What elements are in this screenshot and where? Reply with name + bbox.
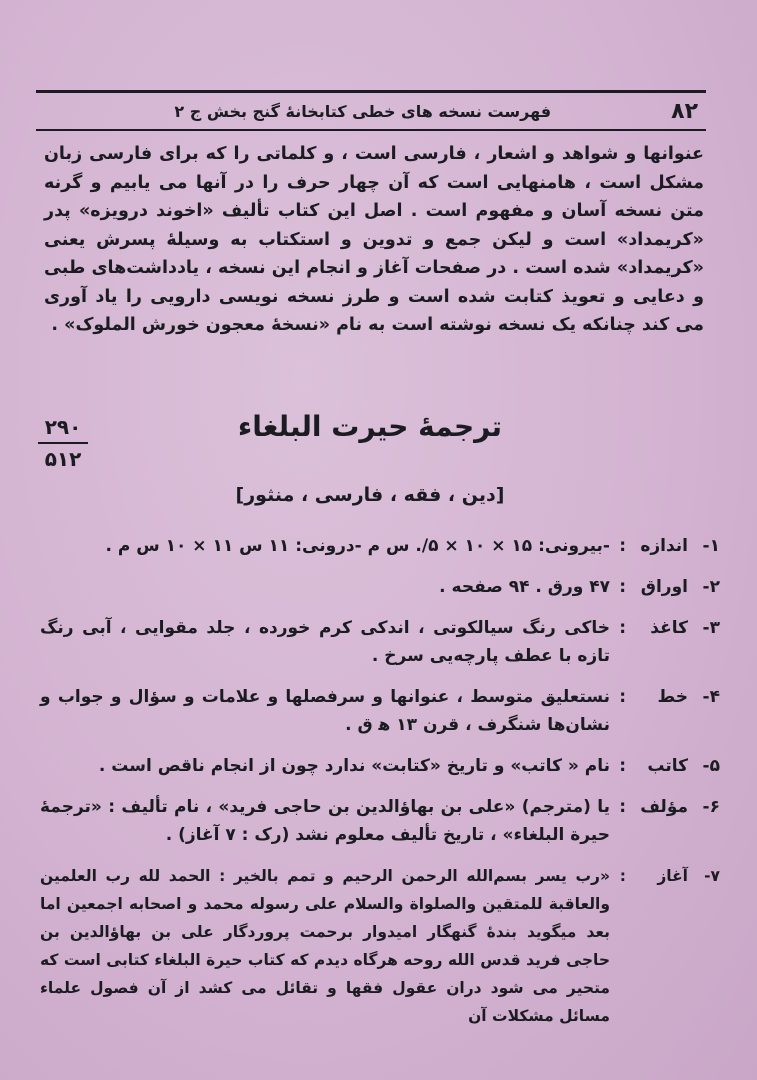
page-number: ۸۲ — [671, 98, 698, 124]
field-value: نام « کاتب» و تاریخ «کتابت» ندارد چون از انجام ناقص است . — [98, 756, 610, 776]
entry-number-top: ۲۹۰ — [38, 412, 88, 444]
field-value: -بیرونی: ۱۵ × ۱۰ × ۵/. س م -درونی: ۱۱ س ۱۱ × ۱۰ س م . — [105, 536, 610, 556]
field-label: آغاز — [657, 867, 688, 885]
page-header — [36, 90, 706, 131]
field-size — [40, 532, 720, 560]
intro-text: عنوانها و شواهد و اشعار ، فارسی است ، و کلماتی را که برای فارسی زبان مشکل است ، هامنهایی است که آن چهار حرف را در آنها می یابیم و گرنه متن نسخه آسان و مفهوم است . اصل این کتاب تألیف «اخوند درویزه» پدر «کریمداد» است و لیکن جمع و تدوین و استکتاب به وسیلهٔ پسرش یعنی «کریمداد» شده است . در صفحات آغاز و انجام این نسخه ، یادداشت‌های طبی و دعایی و تعویذ کتابت شده است و طرز نسخه نویسی دارویی را یاد آوری می کند چنانکه یک نسخه نوشته است به نام «نسخهٔ معجون خورش الملوک» . — [44, 144, 704, 335]
field-label: اوراق — [640, 577, 688, 597]
intro-paragraph — [44, 140, 704, 340]
field-opening — [40, 862, 720, 1030]
entry-number-bottom: ۵۱۲ — [44, 447, 82, 471]
field-value: «رب یسر بسم‌الله الرحمن الرحیم و تمم بالخیر : الحمد لله رب العلمین والعاقبة للمتقین والصلواة والسلام علی رسوله محمد و اصحابه اجمعین اما بعد میگوید بندهٔ گنهگار امیدوار برحمت پروردگار علی بن بهاؤالدین بن حاجی فرید قدس الله روحه هرگاه دیدم که کتاب حیرة البلغاء کتابی است که متحیر می شود دران عقول فقها و تقائل می کشد از آن فصول علماء مسائل مشکلات آن — [40, 867, 610, 1025]
field-scribe — [40, 752, 720, 780]
field-colon: : — [619, 618, 626, 638]
field-colon: : — [619, 756, 626, 776]
field-label: خط — [657, 687, 688, 707]
field-label: مؤلف — [640, 797, 688, 817]
field-colon: : — [619, 867, 626, 885]
field-label: اندازه — [640, 536, 688, 556]
field-number: ۲- — [702, 577, 720, 597]
field-value: نستعلیق متوسط ، عنوانها و سرفصلها و علامات و سؤال و جواب و نشان‌ها شنگرف ، قرن ۱۳ ه‍ ق . — [40, 687, 610, 735]
entry-subject: [دین ، فقه ، فارسی ، منثور] — [235, 484, 505, 506]
field-number: ۱- — [702, 536, 720, 556]
field-script — [40, 683, 720, 739]
field-author — [40, 793, 720, 849]
field-folios — [40, 573, 720, 601]
field-number: ۶- — [702, 797, 720, 817]
entry-number — [38, 412, 88, 474]
field-number: ۴- — [702, 687, 720, 707]
field-colon: : — [619, 536, 626, 556]
entry-fields — [40, 532, 720, 1043]
field-value: خاکی رنگ سیالکوتی ، اندکی کرم خورده ، جلد مقوایی ، آبی رنگ تازه با عطف پارچه‌یی سرخ . — [40, 618, 610, 666]
field-paper — [40, 614, 720, 670]
field-colon: : — [619, 577, 626, 597]
field-colon: : — [619, 797, 626, 817]
field-label: کاتب — [647, 756, 688, 776]
field-colon: : — [619, 687, 626, 707]
field-value: ۴۷ ورق . ۹۴ صفحه . — [439, 577, 610, 597]
running-title: فهرست نسخه های خطی کتابخانهٔ گنج بخش ج ۲ — [174, 101, 552, 121]
field-number: ۳- — [702, 618, 720, 638]
entry-title: ترجمهٔ حیرت البلغاء — [237, 410, 503, 443]
field-value: یا (مترجم) «علی بن بهاؤالدین بن حاجی فرید» ، نام تألیف : «ترجمهٔ حیرة البلغاء» ، تاریخ تألیف معلوم نشد (رک : ۷ آغاز) . — [40, 797, 610, 845]
field-number: ۷- — [704, 867, 720, 885]
field-label: کاغذ — [650, 618, 688, 638]
field-number: ۵- — [702, 756, 720, 776]
